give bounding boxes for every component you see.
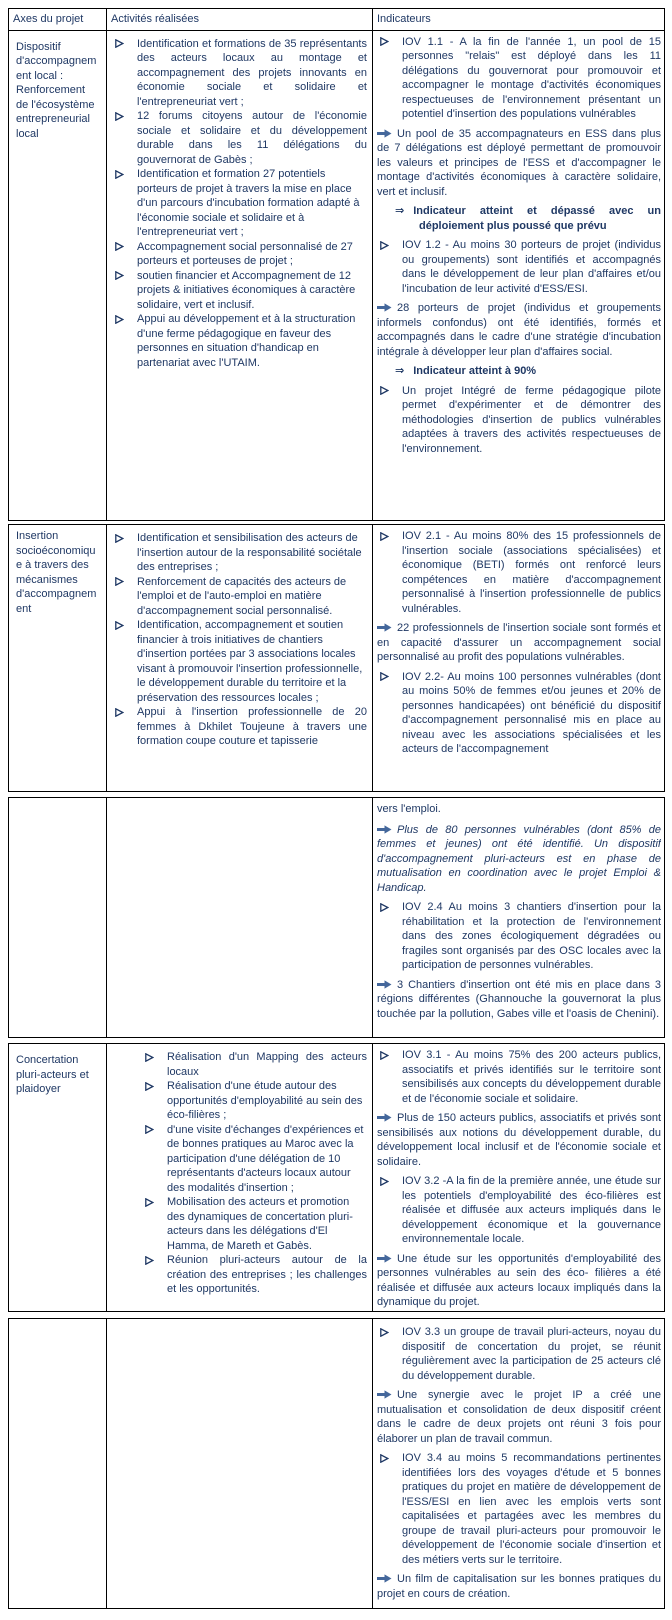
indicator-iov-item: IOV 1.1 - A la fin de l'année 1, un pool de 15 personnes "relais" est déployé dans les 11 délégations du gouvernorat pour promouvoir et accompagner le montage d'activités économiques respectueuses de l'environnement présentant un potentiel d'insertion des populations vulnérables [377, 35, 661, 122]
table-row [9, 1319, 665, 1609]
table-row [9, 1044, 665, 1312]
table-row [9, 798, 665, 1038]
activities-cell [107, 30, 373, 520]
triangle-bullet-icon [113, 109, 137, 167]
status-arrow-icon: ⇒ [395, 365, 405, 377]
triangle-bullet-icon [143, 1195, 167, 1253]
activity-item: d'une visite d'échanges d'expériences et de bonnes pratiques au Maroc avec la participation d'une délégation de 10 représentants d'acteurs locaux autour des modalités d'insertion ; [113, 1123, 369, 1196]
axis-cell-empty [9, 798, 107, 1038]
triangle-bullet-icon [113, 37, 137, 110]
triangle-bullet-icon [113, 312, 137, 370]
activities-cell [107, 1044, 373, 1312]
indicators-cell [373, 1044, 665, 1312]
triangle-bullet-icon [113, 575, 137, 619]
indicator-result-item: 22 professionnels de l'insertion sociale sont formés et en capacité d'assurer un accompagnement social personnalisé au profit des populations vulnérables. [377, 622, 661, 663]
triangle-bullet-icon [377, 1174, 402, 1247]
result-arrow-icon [377, 1388, 392, 1403]
result-arrow-icon [377, 978, 392, 993]
indicator-result-item: Une étude sur les opportunités d'employabilité des personnes vulnérables au sein des éco- filières a été réalisée et diffusée aux acteurs locaux impliqués dans la dynamique du projet. [377, 1252, 661, 1308]
logframe-table-section-3 [8, 797, 665, 1038]
status-arrow-icon: ⇒ [395, 205, 405, 217]
triangle-bullet-icon [377, 1325, 402, 1383]
indicator-iov-item: IOV 2.4 Au moins 3 chantiers d'insertion pour la réhabilitation et la protection de l'environnement dans des zones écologiquement dégradées ou fragiles sont organisés par des OSC locales avec la participation de personnes vulnérables. [377, 900, 661, 973]
result-arrow-icon [377, 1111, 392, 1126]
result-arrow-icon [377, 621, 392, 636]
triangle-bullet-icon [113, 531, 137, 575]
indicator-iov-item: IOV 2.2- Au moins 100 personnes vulnérables (dont au moins 50% de femmes et/ou jeunes et 20% de personnes handicapées) ont bénéficié du dispositif d'accompagnement personnalisé mis en place au niveau avec les associations spécialisées et les acteurs de l'accompagnement [377, 670, 661, 757]
result-arrow-icon [377, 301, 392, 316]
column-header-axes: Axes du projet [9, 9, 107, 31]
result-arrow-icon [377, 1252, 392, 1267]
logframe-table-section-2 [8, 524, 665, 792]
triangle-bullet-icon [377, 35, 402, 122]
indicator-result-item: Plus de 80 personnes vulnérables (dont 85% de femmes et jeunes) ont été identifié. Un dispositif d'accompagnement pluri-acteurs est en phase de mutualisation en coordination avec le projet Emploi & Handicap. [377, 823, 661, 894]
triangle-bullet-icon [113, 269, 137, 313]
activity-item: Réunion pluri-acteurs autour de la création des entreprises ; les challenges et les opportunités. [113, 1253, 369, 1297]
indicators-cell [373, 1319, 665, 1609]
indicator-result-item: 3 Chantiers d'insertion ont été mis en place dans 3 régions différentes (Ghannouche la gouvernorat la plus touchée par la pollution, Gabes ville et l'oasis de Chenini). [377, 978, 661, 1020]
column-header-activities: Activités réalisées [107, 9, 373, 31]
activity-item: Réalisation d'une étude autour des opportunités d'employabilité au sein des éco-filières ; [113, 1079, 369, 1123]
triangle-bullet-icon [377, 529, 402, 616]
result-arrow-icon [377, 127, 392, 142]
axis-cell [9, 1044, 107, 1312]
triangle-bullet-icon [113, 618, 137, 705]
indicator-iov-item: IOV 3.4 au moins 5 recommandations pertinentes identifiées lors des voyages d'étude et 5 bonnes pratiques du projet en matière de développement de l'ESS/ESI en lien avec les emplois verts sont capitalisées et partagées avec les membres du groupe de travail pluri-acteurs pour promouvoir le développement de l'économie sociale d'insertion et des métiers verts sur le territoire. [377, 1451, 661, 1567]
triangle-bullet-icon [143, 1079, 167, 1123]
indicator-result-item: Un film de capitalisation sur les bonnes pratiques du projet en cours de création. [377, 1573, 661, 1600]
column-header-indicateurs: Indicateurs [373, 9, 665, 31]
axis-cell-empty [9, 1319, 107, 1609]
indicator-result-item: Plus de 150 acteurs publics, associatifs et privés sont sensibilisés aux notions du développement durable, du développement local inclusif et de l'économie sociale et solidaire. [377, 1112, 661, 1168]
logframe-table-section-5 [8, 1318, 665, 1609]
indicators-cell [373, 30, 665, 520]
logframe-table-section-4 [8, 1043, 665, 1312]
triangle-bullet-icon [377, 384, 402, 457]
indicator-status-item: ⇒ Indicateur atteint et dépassé avec un déploiement plus poussé que prévu [395, 205, 661, 232]
triangle-bullet-icon [377, 900, 402, 973]
triangle-bullet-icon [377, 1451, 402, 1567]
table-row [9, 525, 665, 792]
triangle-bullet-icon [113, 705, 137, 749]
triangle-bullet-icon [143, 1050, 167, 1079]
table-row [9, 30, 665, 520]
activity-item: Appui à l'insertion professionnelle de 20 femmes à Dkhilet Toujeune à travers une formation coupe couture et tapisserie [113, 705, 369, 749]
activity-item: Identification et formations de 35 représentants des acteurs locaux au montage et accompagnement des projets innovants en économie sociale et solidaire et l'entrepreneuriat vert ; [113, 37, 369, 110]
activities-cell-empty [107, 798, 373, 1038]
activity-item: Mobilisation des acteurs et promotion des dynamiques de concertation pluri-acteurs dans les délégations d'El Hamma, de Mareth et Gabès. [113, 1195, 369, 1253]
indicator-iov-item: IOV 3.1 - Au moins 75% des 200 acteurs publics, associatifs et privés identifiés sur le territoire sont sensibilisés aux concepts du développement durable et de l'économie sociale et solidaire. [377, 1048, 661, 1106]
activities-cell [107, 525, 373, 792]
triangle-bullet-icon [113, 167, 137, 240]
axis-cell [9, 30, 107, 520]
indicator-iov-item: IOV 3.3 un groupe de travail pluri-acteurs, noyau du dispositif de concertation du projet, se réunit régulièrement avec la participation de 25 acteurs clé du développement durable. [377, 1325, 661, 1383]
triangle-bullet-icon [377, 670, 402, 757]
triangle-bullet-icon [377, 1048, 402, 1106]
axis-label: Insertion socioéconomique à travers des mécanismes d'accompagnement [16, 530, 97, 615]
indicator-result-item: Une synergie avec le projet IP a créé une mutualisation et consolidation de deux dispositif créent dans le cadre de deux projets ont réuni 3 fois pour élaborer un plan de travail commun. [377, 1389, 661, 1445]
indicator-iov-item: IOV 1.2 - Au moins 30 porteurs de projet (individus ou groupements) sont identifiés et accompagnés dans le développement de leur plan d'affaires et/ou l'incubation de leur activité d'ESS/ESI. [377, 238, 661, 296]
activity-item: Identification, accompagnement et soutien financier à trois initiatives de chantiers d'insertion portées par 3 associations locales visant à promouvoir l'insertion professionnelle, le développement durable du territoire et la préservation des ressources locales ; [113, 618, 369, 705]
indicator-iov-item: Un projet Intégré de ferme pédagogique pilote permet d'expérimenter et de démontrer des méthodologies d'insertion de publics vulnérables adaptées à travers des activités respectueuses de l'environnement. [377, 384, 661, 457]
indicators-cell [373, 798, 665, 1038]
activity-item: 12 forums citoyens autour de l'économie sociale et solidaire et du développement durable dans les 11 délégations du gouvernorat de Gabès ; [113, 109, 369, 167]
axis-label: Concertation pluri-acteurs et plaidoyer [16, 1054, 89, 1095]
indicator-iov-item: IOV 3.2 -A la fin de la première année, une étude sur les potentiels d'employabilité des éco-filières est réalisée et diffusée aux acteurs impliqués dans le développement économique et la gouvernance environnementale locale. [377, 1174, 661, 1247]
result-arrow-icon [377, 1572, 392, 1587]
activity-item: Accompagnement social personnalisé de 27 porteurs et porteuses de projet ; [113, 240, 369, 269]
axis-label: Dispositif d'accompagnement local : Renforcement de l'écosystème entrepreneurial local [16, 40, 97, 140]
activity-item: Réalisation d'un Mapping des acteurs locaux [113, 1050, 369, 1079]
activities-cell-empty [107, 1319, 373, 1609]
axis-cell [9, 525, 107, 792]
triangle-bullet-icon [113, 240, 137, 269]
activity-item: Appui au développement et à la structuration d'une ferme pédagogique en faveur des personnes en situation d'handicap en partenariat avec l'UTAIM. [113, 312, 369, 370]
indicator-status-item: ⇒ Indicateur atteint à 90% [395, 365, 537, 377]
activity-item: Identification et sensibilisation des acteurs de l'insertion autour de la responsabilité sociétale des entreprises ; [113, 531, 369, 575]
table-header-row [9, 9, 665, 31]
activity-item: soutien financier et Accompagnement de 12 projets & initiatives économiques à caractère solidaire, vert et inclusif. [113, 269, 369, 313]
indicator-result-item: 28 porteurs de projet (individus et groupements informels confondus) ont été identifiés, formés et accompagnés dans le cadre d'une stratégie d'incubation intégrale à développer leur plan d'affaires social. [377, 302, 661, 358]
indicators-cell [373, 525, 665, 792]
result-arrow-icon [377, 823, 392, 838]
indicator-iov-item: IOV 2.1 - Au moins 80% des 15 professionnels de l'insertion sociale (associations spécialisées) et économique (BETI) formés ont renforcé leurs compétences en matière d'accompagnement personnalisé à l'insertion professionnelle de publics vulnérables. [377, 529, 661, 616]
logframe-table-section-1 [8, 8, 665, 521]
activity-item: Renforcement de capacités des acteurs de l'emploi et de l'auto-emploi en matière d'accompagnement social personnalisé. [113, 575, 369, 619]
indicator-continuation-text: vers l'emploi. [377, 803, 441, 815]
triangle-bullet-icon [377, 238, 402, 296]
triangle-bullet-icon [143, 1123, 167, 1196]
indicator-result-item: Un pool de 35 accompagnateurs en ESS dans plus de 7 délégations est déployé permettant de promouvoir les valeurs et principes de l'ESS et d'accompagner le montage d'activités économiques à caractère solidaire, vert et inclusif. [377, 127, 661, 198]
activity-item: Identification et formation 27 potentiels porteurs de projet à travers la mise en place d'un parcours d'incubation formation adapté à l'économie sociale et solidaire et à l'entrepreneuriat vert ; [113, 167, 369, 240]
triangle-bullet-icon [143, 1253, 167, 1297]
